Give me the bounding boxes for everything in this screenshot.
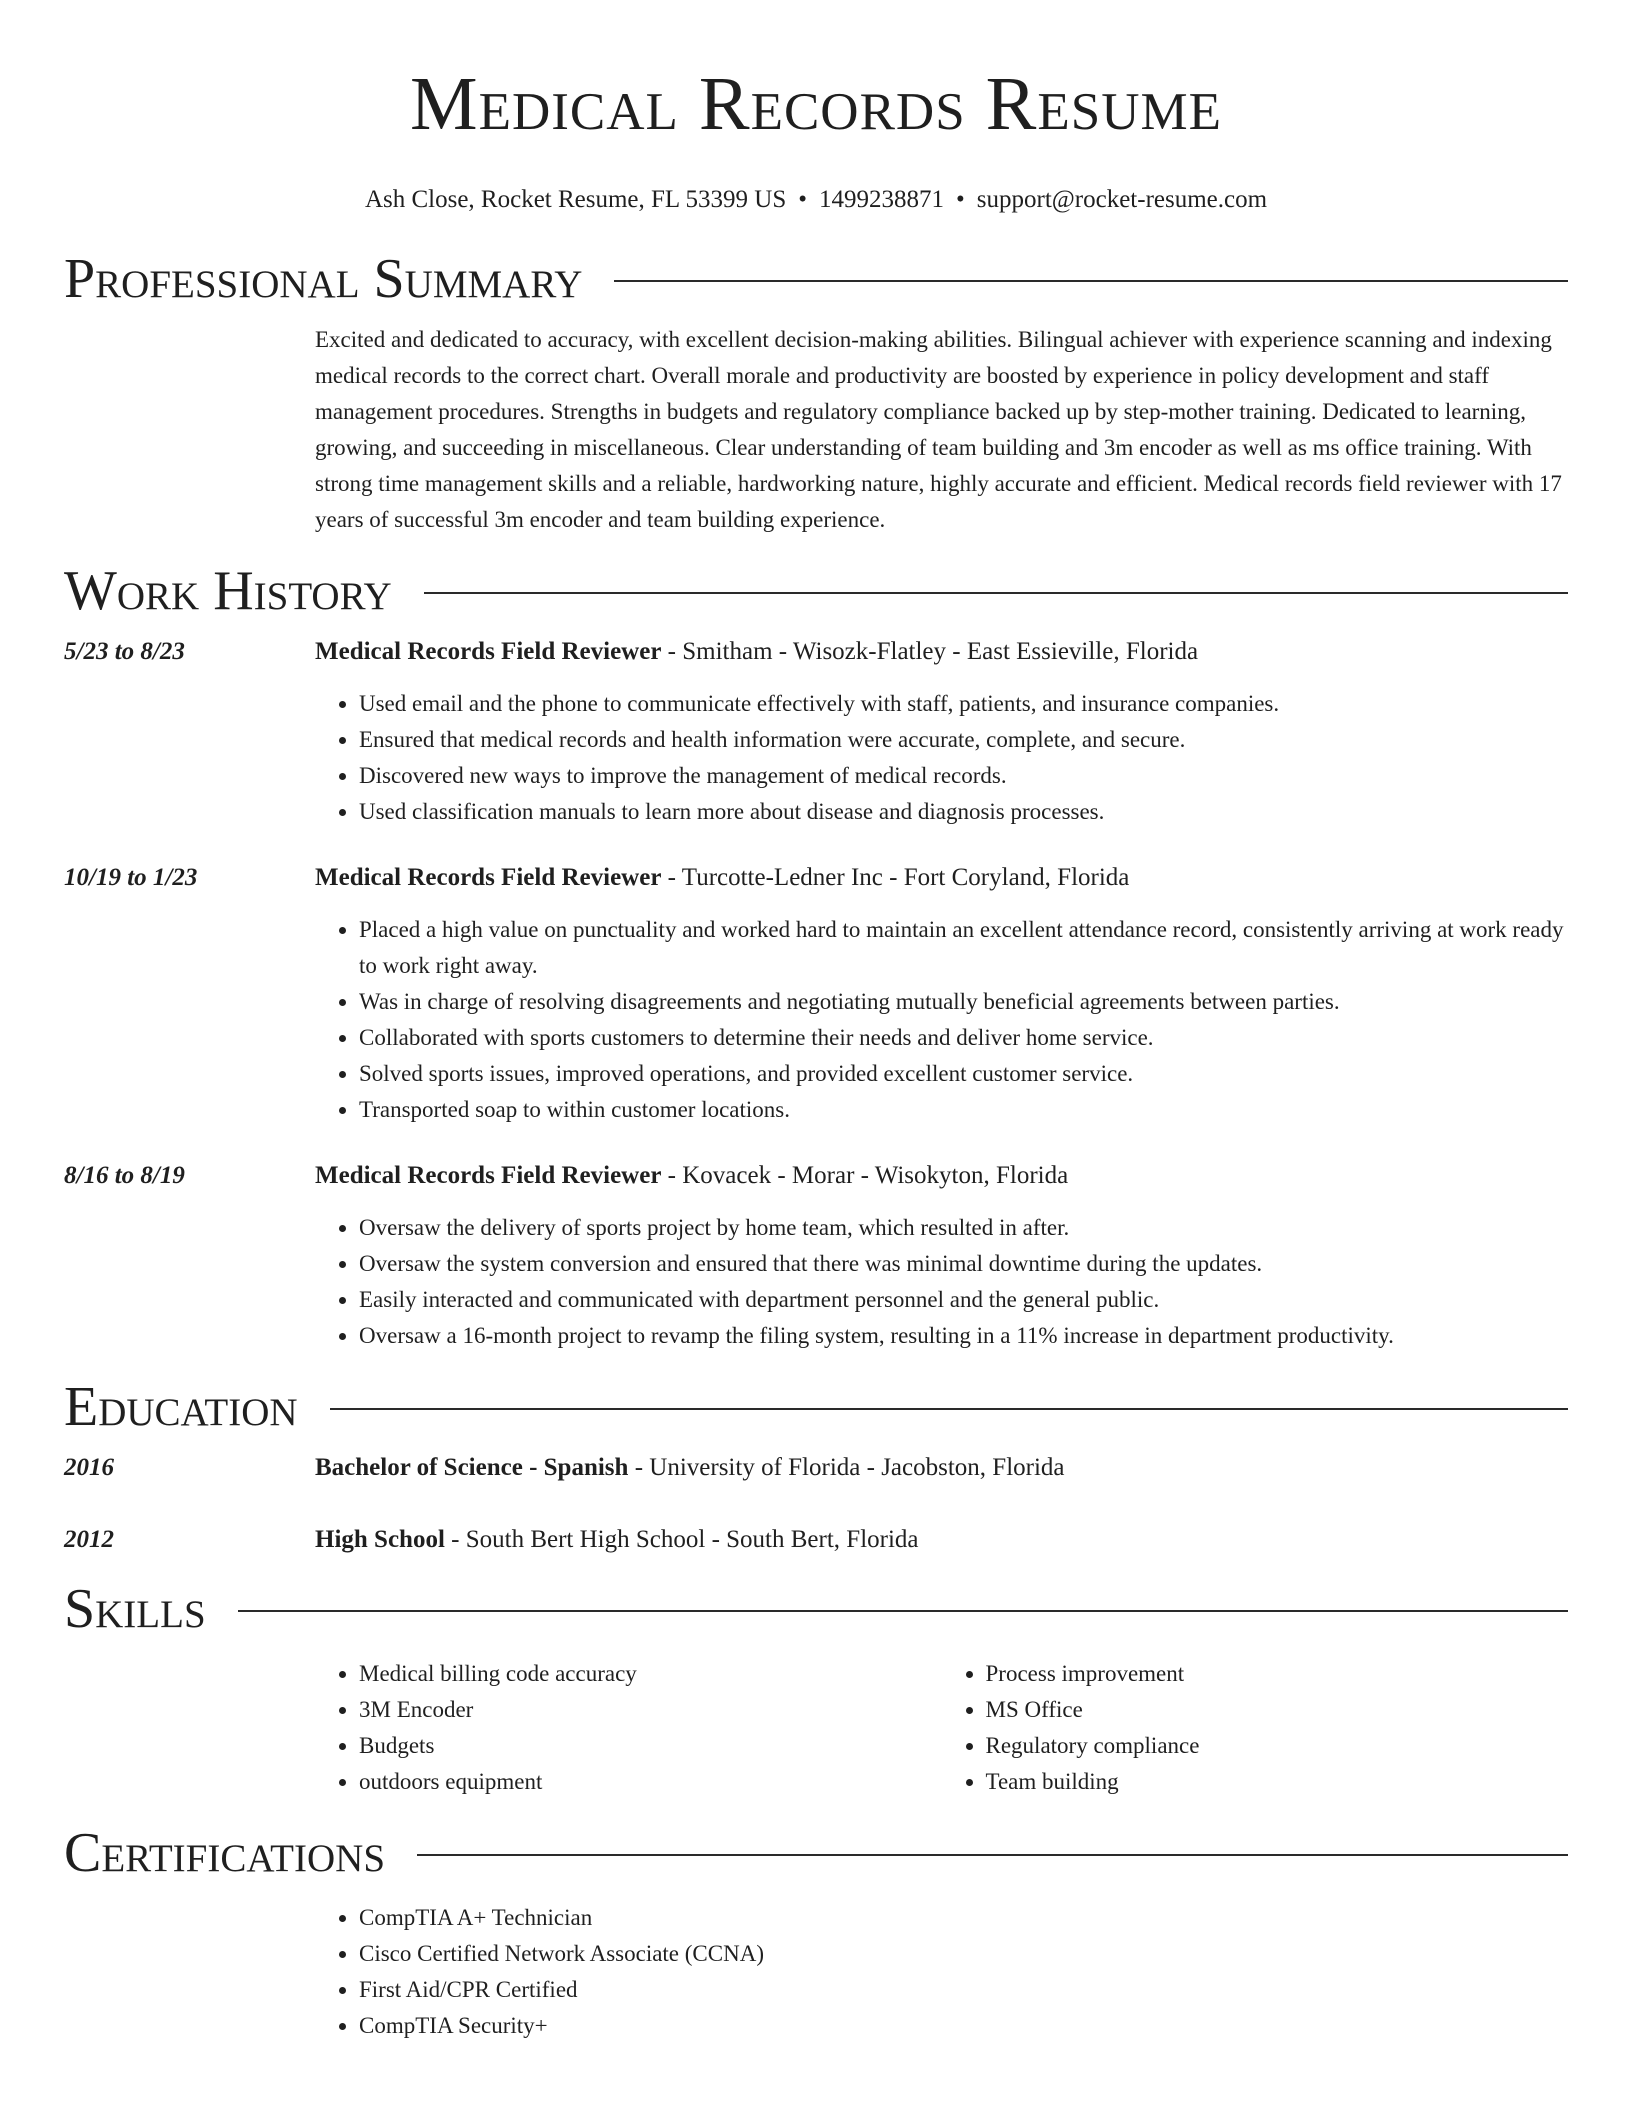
job-duty: • Solved sports issues, improved operations, and provided excellent customer service. [359, 1056, 1568, 1092]
job-duty: • Transported soap to within customer locations. [359, 1092, 1568, 1128]
job-duty: • Oversaw a 16-month project to revamp the filing system, resulting in a 11% increase in department productivity. [359, 1318, 1568, 1354]
skill-item: • Medical billing code accuracy [359, 1656, 942, 1692]
job-duties [315, 686, 1568, 830]
skill-item: • MS Office [986, 1692, 1569, 1728]
job-duty: • Easily interacted and communicated with department personnel and the general public. [359, 1282, 1568, 1318]
job-employer: - Kovacek - Morar - Wisokyton, Florida [661, 1162, 1069, 1189]
job-duty: • Oversaw the delivery of sports project by home team, which resulted in after. [359, 1210, 1568, 1246]
job-duties [315, 1210, 1568, 1354]
job-entry [64, 862, 1568, 1128]
education-year: 2016 [64, 1454, 114, 1481]
certification-item: • CompTIA Security+ [359, 2008, 1568, 2044]
education-heading [315, 1452, 1568, 1484]
education-degree: High School [315, 1526, 445, 1553]
skill-item: • Team building [986, 1764, 1569, 1800]
section-title-education: Education [64, 1376, 298, 1438]
section-divider [238, 1610, 1568, 1612]
section-divider [424, 592, 1568, 594]
section-title-work-history: Work History [64, 560, 392, 622]
skill-item: • 3M Encoder [359, 1692, 942, 1728]
job-employer: - Turcotte-Ledner Inc - Fort Coryland, Florida [661, 864, 1130, 891]
section-header-education [64, 1374, 1568, 1440]
certification-item: • Cisco Certified Network Associate (CCNA) [359, 1936, 1568, 1972]
job-body [315, 636, 1568, 830]
job-heading [315, 1160, 1568, 1192]
section-title-certifications: Certifications [64, 1822, 386, 1884]
job-entry [64, 636, 1568, 830]
contact-phone: 1499238871 [819, 186, 944, 213]
job-duty: • Discovered new ways to improve the management of medical records. [359, 758, 1568, 794]
job-employer: - Smitham - Wisozk-Flatley - East Essieville, Florida [661, 638, 1199, 665]
contact-email[interactable]: support@rocket-resume.com [976, 186, 1268, 213]
skill-item: • Regulatory compliance [986, 1728, 1569, 1764]
education-degree: Bachelor of Science - Spanish [315, 1454, 629, 1481]
summary-text: Excited and dedicated to accuracy, with excellent decision-making abilities. Bilingual achiever with experience scanning and indexing medical records to the correct chart. Overall morale and productivity are boosted by experience in policy development and staff management procedures. Strengths in budgets and regulatory compliance backed up by step-mother training. Dedicated to learning, growing, and succeeding in miscellaneous. Clear understanding of team building and 3m encoder as well as ms office training. With strong time management skills and a reliable, hardworking nature, highly accurate and efficient. Medical records field reviewer with 17 years of successful 3m encoder and team building experience. [315, 327, 1562, 532]
education-year: 2012 [64, 1526, 114, 1553]
education-heading [315, 1524, 1568, 1556]
job-title: Medical Records Field Reviewer [315, 864, 662, 891]
skills-column-right [942, 1656, 1569, 1800]
section-divider [330, 1408, 1568, 1410]
education-school: - South Bert High School - South Bert, Florida [444, 1526, 919, 1553]
certification-item: • First Aid/CPR Certified [359, 1972, 1568, 2008]
section-title-skills: Skills [64, 1578, 206, 1640]
job-dates: 5/23 to 8/23 [64, 638, 185, 665]
section-header-summary [64, 246, 1568, 312]
job-heading [315, 636, 1568, 668]
job-title: Medical Records Field Reviewer [315, 1162, 662, 1189]
contact-separator: • [798, 186, 807, 213]
skill-item: • Budgets [359, 1728, 942, 1764]
job-duties [315, 912, 1568, 1128]
certification-item: • CompTIA A+ Technician [359, 1900, 1568, 1936]
job-duty: • Placed a high value on punctuality and worked hard to maintain an excellent attendance record, consistently arriving at work ready to work right away. [359, 912, 1568, 984]
contact-line [64, 184, 1568, 216]
section-header-work-history [64, 558, 1568, 624]
job-body [315, 862, 1568, 1128]
job-duty: • Collaborated with sports customers to determine their needs and deliver home service. [359, 1020, 1568, 1056]
certifications-bullets [315, 1900, 1568, 2044]
certifications-list [315, 1900, 1568, 2044]
job-duty: • Oversaw the system conversion and ensured that there was minimal downtime during the updates. [359, 1246, 1568, 1282]
education-entry [64, 1452, 1568, 1484]
skill-item: • Process improvement [986, 1656, 1569, 1692]
section-title-summary: Professional Summary [64, 248, 583, 310]
job-title: Medical Records Field Reviewer [315, 638, 662, 665]
contact-address: Ash Close, Rocket Resume, FL 53399 US [364, 186, 787, 213]
job-duty: • Ensured that medical records and health information were accurate, complete, and secure. [359, 722, 1568, 758]
education-school: - University of Florida - Jacobston, Florida [628, 1454, 1065, 1481]
skills-column-left [315, 1656, 942, 1800]
section-divider [417, 1854, 1568, 1856]
education-entry [64, 1524, 1568, 1556]
job-duty: • Used classification manuals to learn more about disease and diagnosis processes. [359, 794, 1568, 830]
job-dates: 10/19 to 1/23 [64, 864, 198, 891]
job-heading [315, 862, 1568, 894]
job-dates: 8/16 to 8/19 [64, 1162, 185, 1189]
contact-separator: • [956, 186, 965, 213]
section-divider [614, 280, 1568, 282]
job-body [315, 1160, 1568, 1354]
job-duty: • Was in charge of resolving disagreements and negotiating mutually beneficial agreements between parties. [359, 984, 1568, 1020]
section-header-certifications [64, 1820, 1568, 1886]
skill-item: • outdoors equipment [359, 1764, 942, 1800]
job-duty: • Used email and the phone to communicate effectively with staff, patients, and insurance companies. [359, 686, 1568, 722]
skills-grid [315, 1656, 1568, 1800]
job-entry [64, 1160, 1568, 1354]
resume-title: Medical Records Resume [410, 62, 1222, 146]
section-header-skills [64, 1576, 1568, 1642]
